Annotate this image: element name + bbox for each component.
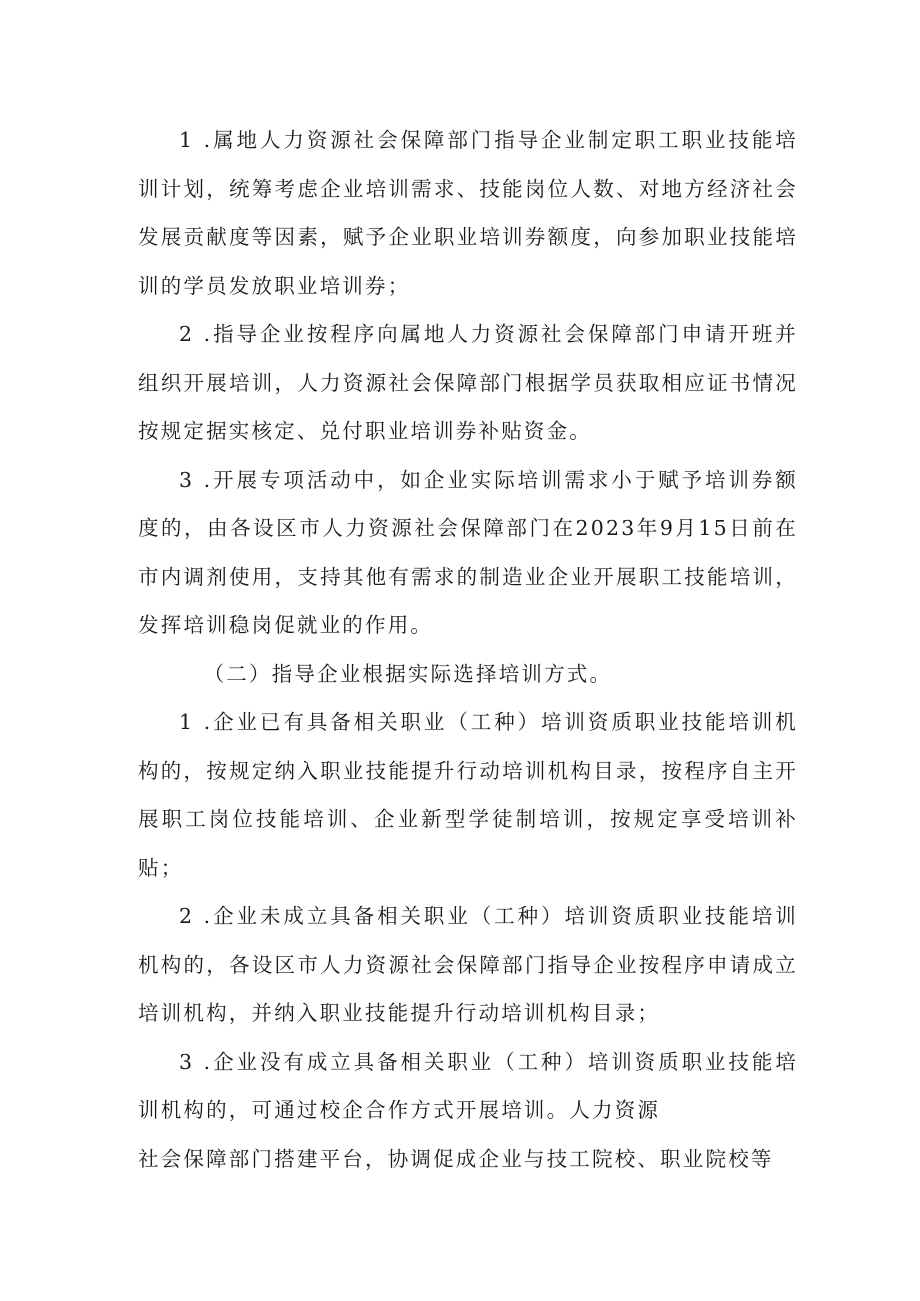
document-body [138,116,798,1183]
section-heading-2: （二）指导企业根据实际选择培训方式。 [203,661,613,686]
paragraph-item-1-2: 2 .指导企业按程序向属地人力资源社会保障部门申请开班并组织开展培训，人力资源社会保障部门根据学员获取相应证书情况按规定据实核定、兑付职业培训券补贴资金。 [138,322,798,443]
paragraph-item-2-2: 2 .企业未成立具备相关职业（工种）培训资质职业技能培训机构的，各设区市人力资源社会保障部门指导企业按程序申请成立培训机构，并纳入职业技能提升行动培训机构目录； [138,904,798,1025]
paragraph-item-2-1: 1 .企业已有具备相关职业（工种）培训资质职业技能培训机构的，按规定纳入职业技能提升行动培训机构目录，按程序自主开展职工岗位技能培训、企业新型学徒制培训，按规定享受培训补贴； [138,710,798,880]
paragraph-continuation: 社会保障部门搭建平台，协调促成企业与技工院校、职业院校等 [138,1146,774,1171]
paragraph-item-1-3: 3 .开展专项活动中，如企业实际培训需求小于赋予培训券额度的，由各设区市人力资源社会保障部门在2023年9月15日前在市内调剂使用，支持其他有需求的制造业企业开展职工技能培训，发挥培训稳岗促就业的作用。 [138,467,798,637]
paragraph-item-2-3: 3 .企业没有成立具备相关职业（工种）培训资质职业技能培训机构的，可通过校企合作方式开展培训。人力资源 [138,1049,798,1122]
paragraph-item-1-1: 1 .属地人力资源社会保障部门指导企业制定职工职业技能培训计划，统筹考虑企业培训需求、技能岗位人数、对地方经济社会发展贡献度等因素，赋予企业职业培训券额度，向参加职业技能培训的学员发放职业培训券； [138,128,798,298]
